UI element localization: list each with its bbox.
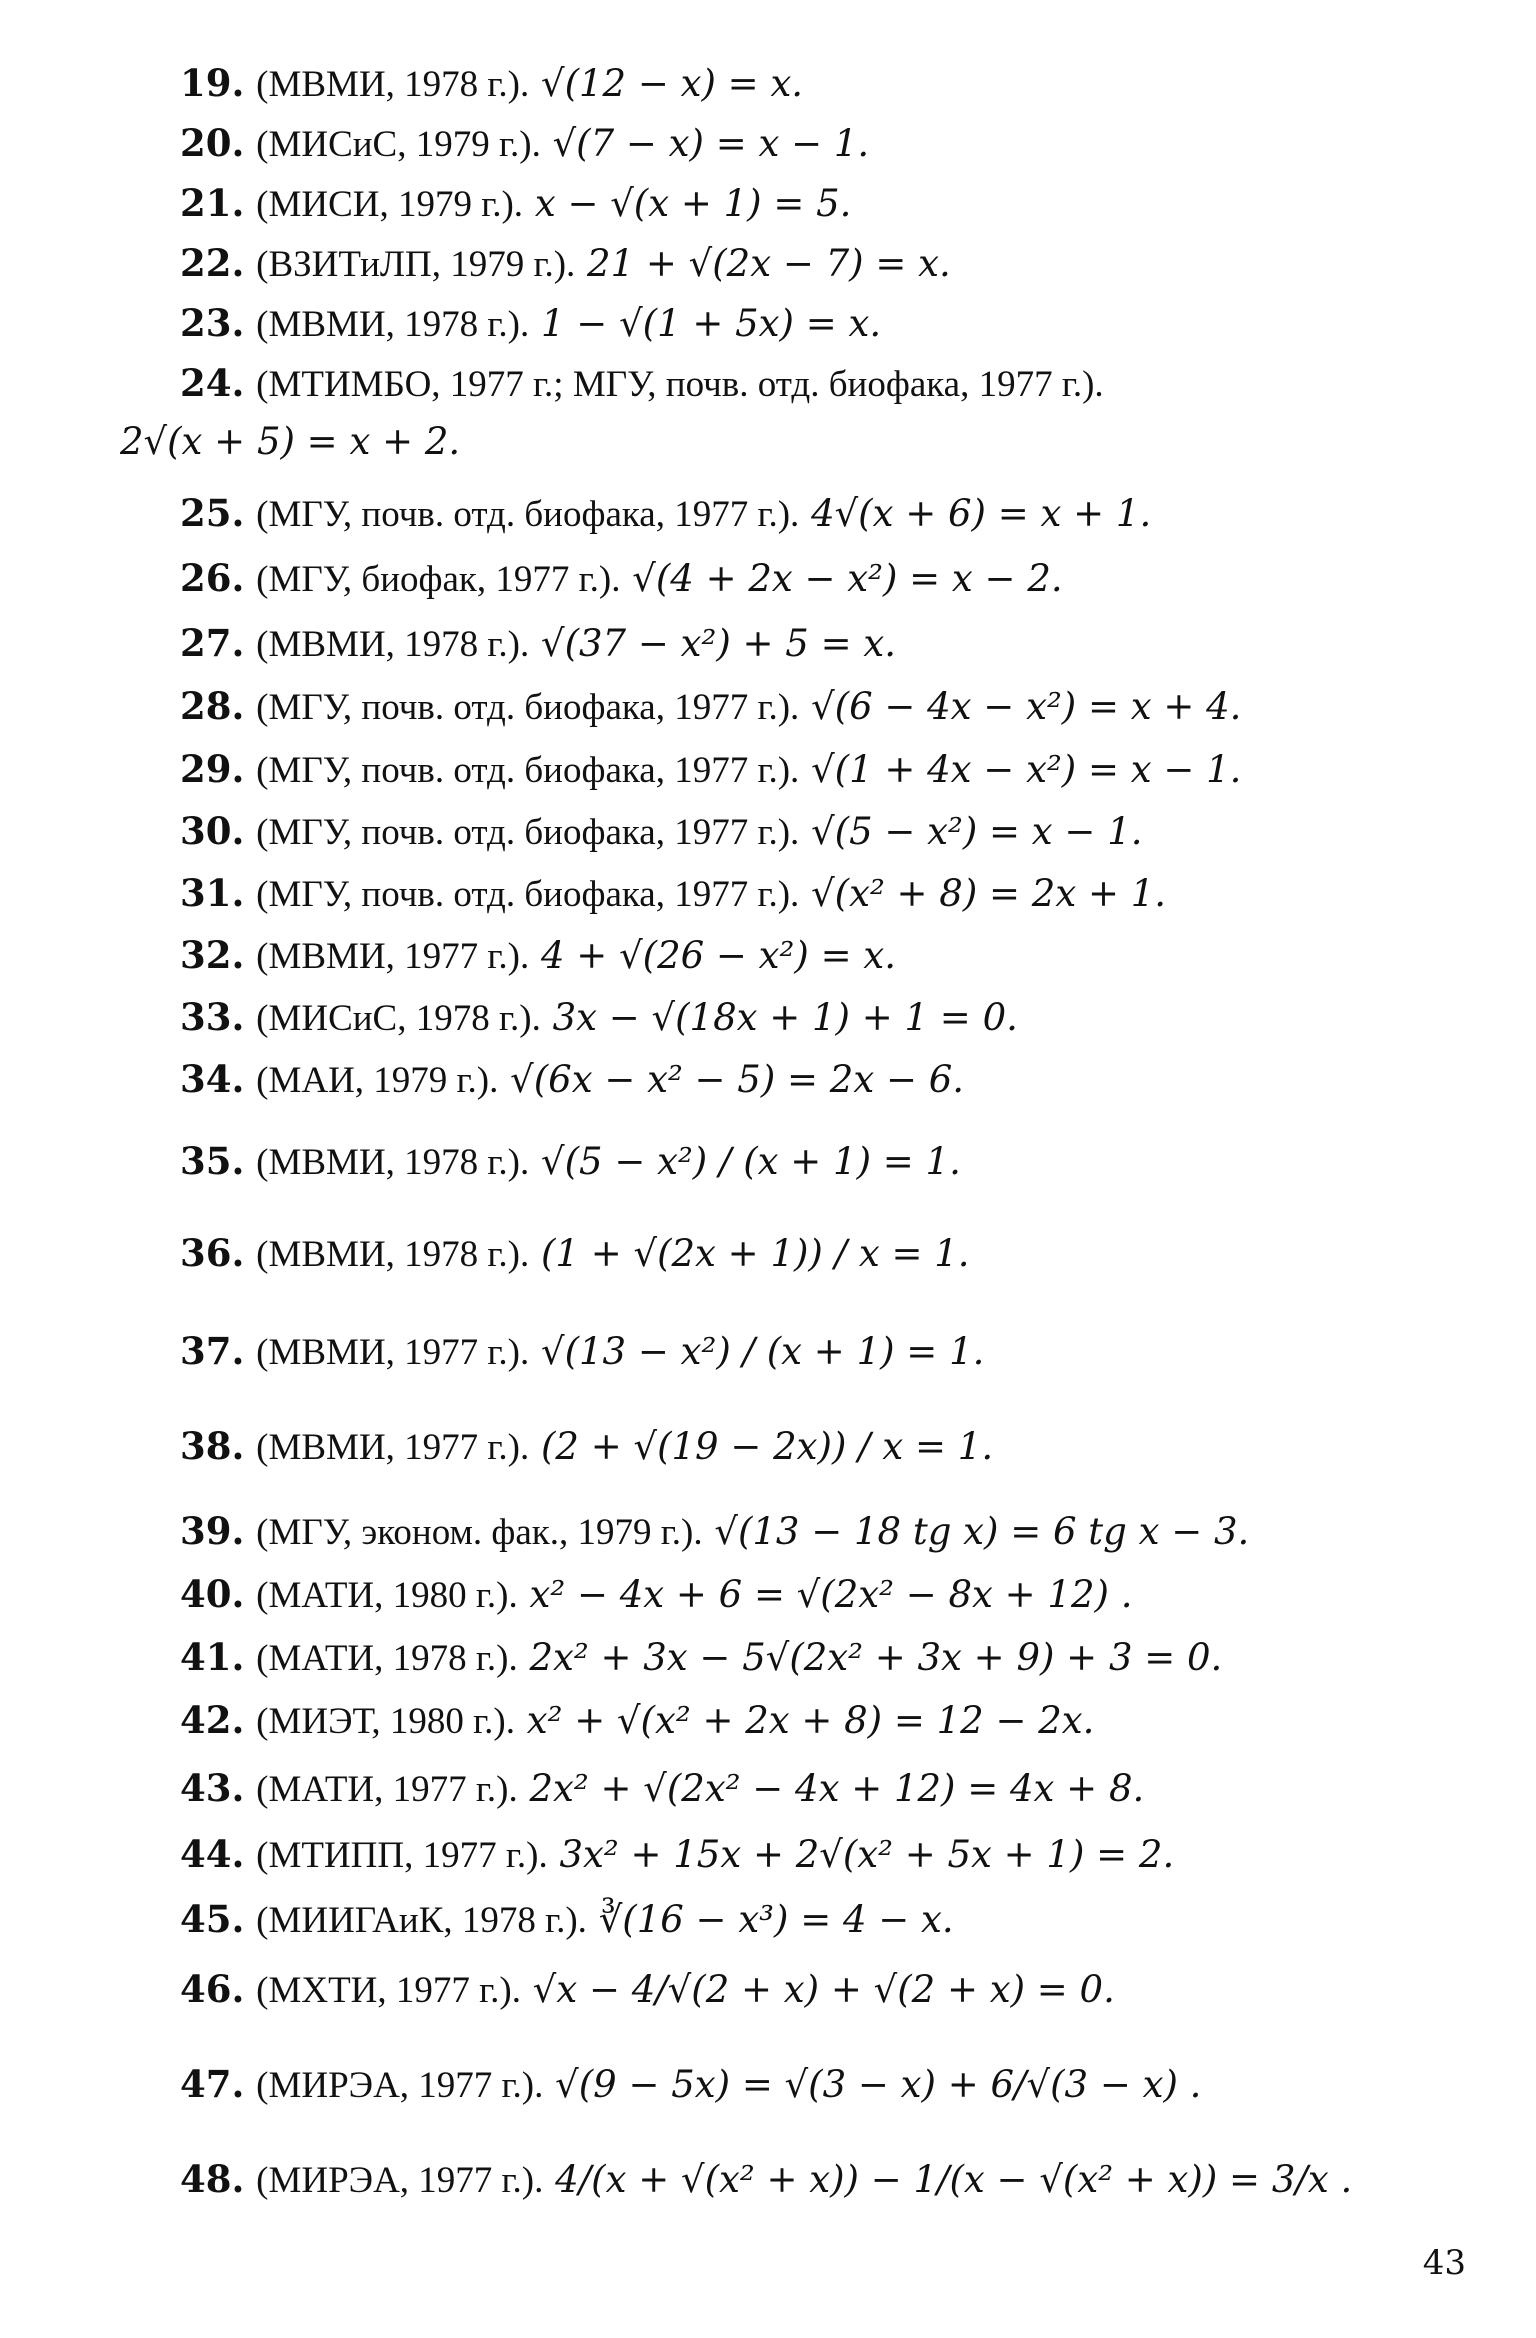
problem-number: 38. bbox=[180, 1424, 245, 1468]
problem-number: 47. bbox=[180, 2062, 245, 2106]
problem-19 bbox=[180, 62, 1496, 107]
problem-source: (МИРЭА, 1977 г.). bbox=[256, 2065, 544, 2106]
problem-number: 33. bbox=[180, 995, 245, 1039]
problem-source: (ВЗИТиЛП, 1979 г.). bbox=[256, 244, 576, 285]
problem-number: 34. bbox=[180, 1057, 245, 1101]
problem-source: (МВМИ, 1978 г.). bbox=[256, 64, 530, 105]
problem-42 bbox=[180, 1699, 1496, 1744]
problem-source: (МГУ, почв. отд. биофака, 1977 г.). bbox=[256, 812, 800, 853]
problem-source: (МХТИ, 1977 г.). bbox=[256, 1970, 521, 2011]
problem-number: 22. bbox=[180, 241, 245, 285]
problem-source: (МВМИ, 1977 г.). bbox=[256, 1427, 530, 1468]
problem-source: (МВМИ, 1978 г.). bbox=[256, 624, 530, 665]
problem-number: 48. bbox=[180, 2157, 245, 2201]
problem-source: (МГУ, почв. отд. биофака, 1977 г.). bbox=[256, 750, 800, 791]
problem-equation: √(7 − x) = x − 1. bbox=[552, 122, 870, 165]
problem-26 bbox=[180, 557, 1496, 602]
problem-number: 27. bbox=[180, 621, 245, 665]
problem-source: (МВМИ, 1978 г.). bbox=[256, 304, 530, 345]
problem-32 bbox=[180, 934, 1496, 979]
problem-number: 28. bbox=[180, 684, 245, 728]
problem-number: 30. bbox=[180, 809, 245, 853]
problem-number: 39. bbox=[180, 1509, 245, 1553]
problem-equation: 3x² + 15x + 2√(x² + 5x + 1) = 2. bbox=[559, 1833, 1175, 1876]
problem-equation: 3x − √(18x + 1) + 1 = 0. bbox=[552, 996, 1018, 1039]
problem-equation: √(5 − x²) / (x + 1) = 1. bbox=[541, 1140, 961, 1183]
problem-source: (МИИГАиК, 1978 г.). bbox=[256, 1900, 587, 1941]
problem-28 bbox=[180, 685, 1496, 730]
problem-44 bbox=[180, 1833, 1496, 1878]
problem-number: 25. bbox=[180, 491, 245, 535]
problem-equation: √(13 − 18 tg x) = 6 tg x − 3. bbox=[714, 1510, 1250, 1553]
problem-30 bbox=[180, 810, 1496, 855]
problem-number: 45. bbox=[180, 1897, 245, 1941]
problem-source: (МИРЭА, 1977 г.). bbox=[256, 2160, 544, 2201]
problem-equation: √(9 − 5x) = √(3 − x) + 6/√(3 − x) . bbox=[555, 2063, 1202, 2106]
problem-27 bbox=[180, 622, 1496, 667]
problem-source: (МИЭТ, 1980 г.). bbox=[256, 1701, 515, 1742]
problem-equation: 4 + √(26 − x²) = x. bbox=[541, 934, 896, 977]
problem-number: 31. bbox=[180, 871, 245, 915]
problem-source: (МАИ, 1979 г.). bbox=[256, 1060, 499, 1101]
problem-equation: √(6 − 4x − x²) = x + 4. bbox=[811, 685, 1242, 728]
problem-equation: √(12 − x) = x. bbox=[541, 62, 804, 105]
problem-equation: √(5 − x²) = x − 1. bbox=[811, 810, 1143, 853]
problem-equation: 4√(x + 6) = x + 1. bbox=[811, 492, 1152, 535]
problem-source: (МАТИ, 1977 г.). bbox=[256, 1769, 518, 1810]
problem-39 bbox=[180, 1510, 1496, 1555]
problem-23 bbox=[180, 302, 1496, 347]
problem-number: 19. bbox=[180, 61, 245, 105]
problem-source: (МИСИ, 1979 г.). bbox=[256, 184, 524, 225]
problem-number: 43. bbox=[180, 1766, 245, 1810]
problem-equation: x² − 4x + 6 = √(2x² − 8x + 12) . bbox=[529, 1573, 1133, 1616]
problem-equation: (1 + √(2x + 1)) / x = 1. bbox=[541, 1232, 970, 1275]
problem-equation: x − √(x + 1) = 5. bbox=[534, 182, 852, 225]
problem-source: (МВМИ, 1977 г.). bbox=[256, 936, 530, 977]
problem-number: 29. bbox=[180, 747, 245, 791]
problem-number: 40. bbox=[180, 1572, 245, 1616]
problem-24-continuation: 2√(x + 5) = x + 2. bbox=[120, 420, 461, 463]
problem-equation: 2x² + 3x − 5√(2x² + 3x + 9) + 3 = 0. bbox=[529, 1636, 1223, 1679]
problem-equation: √(1 + 4x − x²) = x − 1. bbox=[811, 748, 1242, 791]
problem-37 bbox=[180, 1330, 1496, 1375]
problem-41 bbox=[180, 1636, 1496, 1681]
problem-47 bbox=[180, 2063, 1496, 2108]
problem-source: (МВМИ, 1978 г.). bbox=[256, 1142, 530, 1183]
problem-equation: ∛(16 − x³) = 4 − x. bbox=[598, 1898, 954, 1941]
problem-equation: √(4 + 2x − x²) = x − 2. bbox=[632, 557, 1063, 600]
problem-45 bbox=[180, 1898, 1496, 1943]
problem-source: (МИСиС, 1979 г.). bbox=[256, 124, 541, 165]
page-number: 43 bbox=[1422, 2243, 1466, 2283]
problem-38 bbox=[180, 1425, 1496, 1470]
problem-number: 24. bbox=[180, 361, 245, 405]
problem-36 bbox=[180, 1232, 1496, 1277]
problem-43 bbox=[180, 1767, 1496, 1812]
problem-29 bbox=[180, 748, 1496, 793]
problem-source: (МАТИ, 1980 г.). bbox=[256, 1575, 518, 1616]
problem-source: (МГУ, биофак, 1977 г.). bbox=[256, 559, 621, 600]
problem-33 bbox=[180, 996, 1496, 1041]
problem-34 bbox=[180, 1058, 1496, 1103]
problem-40 bbox=[180, 1573, 1496, 1618]
problem-number: 42. bbox=[180, 1698, 245, 1742]
problem-equation: (2 + √(19 − 2x)) / x = 1. bbox=[541, 1425, 994, 1468]
problem-source: (МИСиС, 1978 г.). bbox=[256, 998, 541, 1039]
problem-equation: 4/(x + √(x² + x)) − 1/(x − √(x² + x)) = 3/x . bbox=[555, 2158, 1353, 2201]
problem-number: 20. bbox=[180, 121, 245, 165]
problem-equation: 21 + √(2x − 7) = x. bbox=[587, 242, 951, 285]
problem-equation: √x − 4/√(2 + x) + √(2 + x) = 0. bbox=[532, 1968, 1115, 2011]
problem-31 bbox=[180, 872, 1496, 917]
problem-equation: 2x² + √(2x² − 4x + 12) = 4x + 8. bbox=[529, 1767, 1145, 1810]
problem-equation: √(13 − x²) / (x + 1) = 1. bbox=[541, 1330, 985, 1373]
problem-source: (МАТИ, 1978 г.). bbox=[256, 1638, 518, 1679]
problem-number: 36. bbox=[180, 1231, 245, 1275]
problem-source: (МГУ, почв. отд. биофака, 1977 г.). bbox=[256, 874, 800, 915]
problem-equation: √(6x − x² − 5) = 2x − 6. bbox=[510, 1058, 965, 1101]
problem-48 bbox=[180, 2158, 1496, 2203]
problem-number: 44. bbox=[180, 1832, 245, 1876]
problem-number: 32. bbox=[180, 933, 245, 977]
problem-source: (МТИМБО, 1977 г.; МГУ, почв. отд. биофака, 1977 г.). bbox=[256, 364, 1104, 405]
problem-source: (МТИПП, 1977 г.). bbox=[256, 1835, 548, 1876]
problem-number: 26. bbox=[180, 556, 245, 600]
problem-number: 35. bbox=[180, 1139, 245, 1183]
problem-number: 23. bbox=[180, 301, 245, 345]
problem-source: (МВМИ, 1978 г.). bbox=[256, 1234, 530, 1275]
problem-source: (МГУ, почв. отд. биофака, 1977 г.). bbox=[256, 494, 800, 535]
problem-source: (МВМИ, 1977 г.). bbox=[256, 1332, 530, 1373]
problem-21 bbox=[180, 182, 1496, 227]
problem-20 bbox=[180, 122, 1496, 167]
problem-35 bbox=[180, 1140, 1496, 1185]
problem-22 bbox=[180, 242, 1496, 287]
problem-number: 46. bbox=[180, 1967, 245, 2011]
problem-source: (МГУ, почв. отд. биофака, 1977 г.). bbox=[256, 687, 800, 728]
problem-number: 37. bbox=[180, 1329, 245, 1373]
problem-46 bbox=[180, 1968, 1496, 2013]
problem-source: (МГУ, эконом. фак., 1979 г.). bbox=[256, 1512, 703, 1553]
problem-equation: √(x² + 8) = 2x + 1. bbox=[811, 872, 1167, 915]
problem-equation: x² + √(x² + 2x + 8) = 12 − 2x. bbox=[526, 1699, 1095, 1742]
problem-number: 41. bbox=[180, 1635, 245, 1679]
problem-24 bbox=[180, 362, 1496, 407]
problem-equation: √(37 − x²) + 5 = x. bbox=[541, 622, 896, 665]
problem-25 bbox=[180, 492, 1496, 537]
problem-number: 21. bbox=[180, 181, 245, 225]
problem-equation: 1 − √(1 + 5x) = x. bbox=[541, 302, 882, 345]
